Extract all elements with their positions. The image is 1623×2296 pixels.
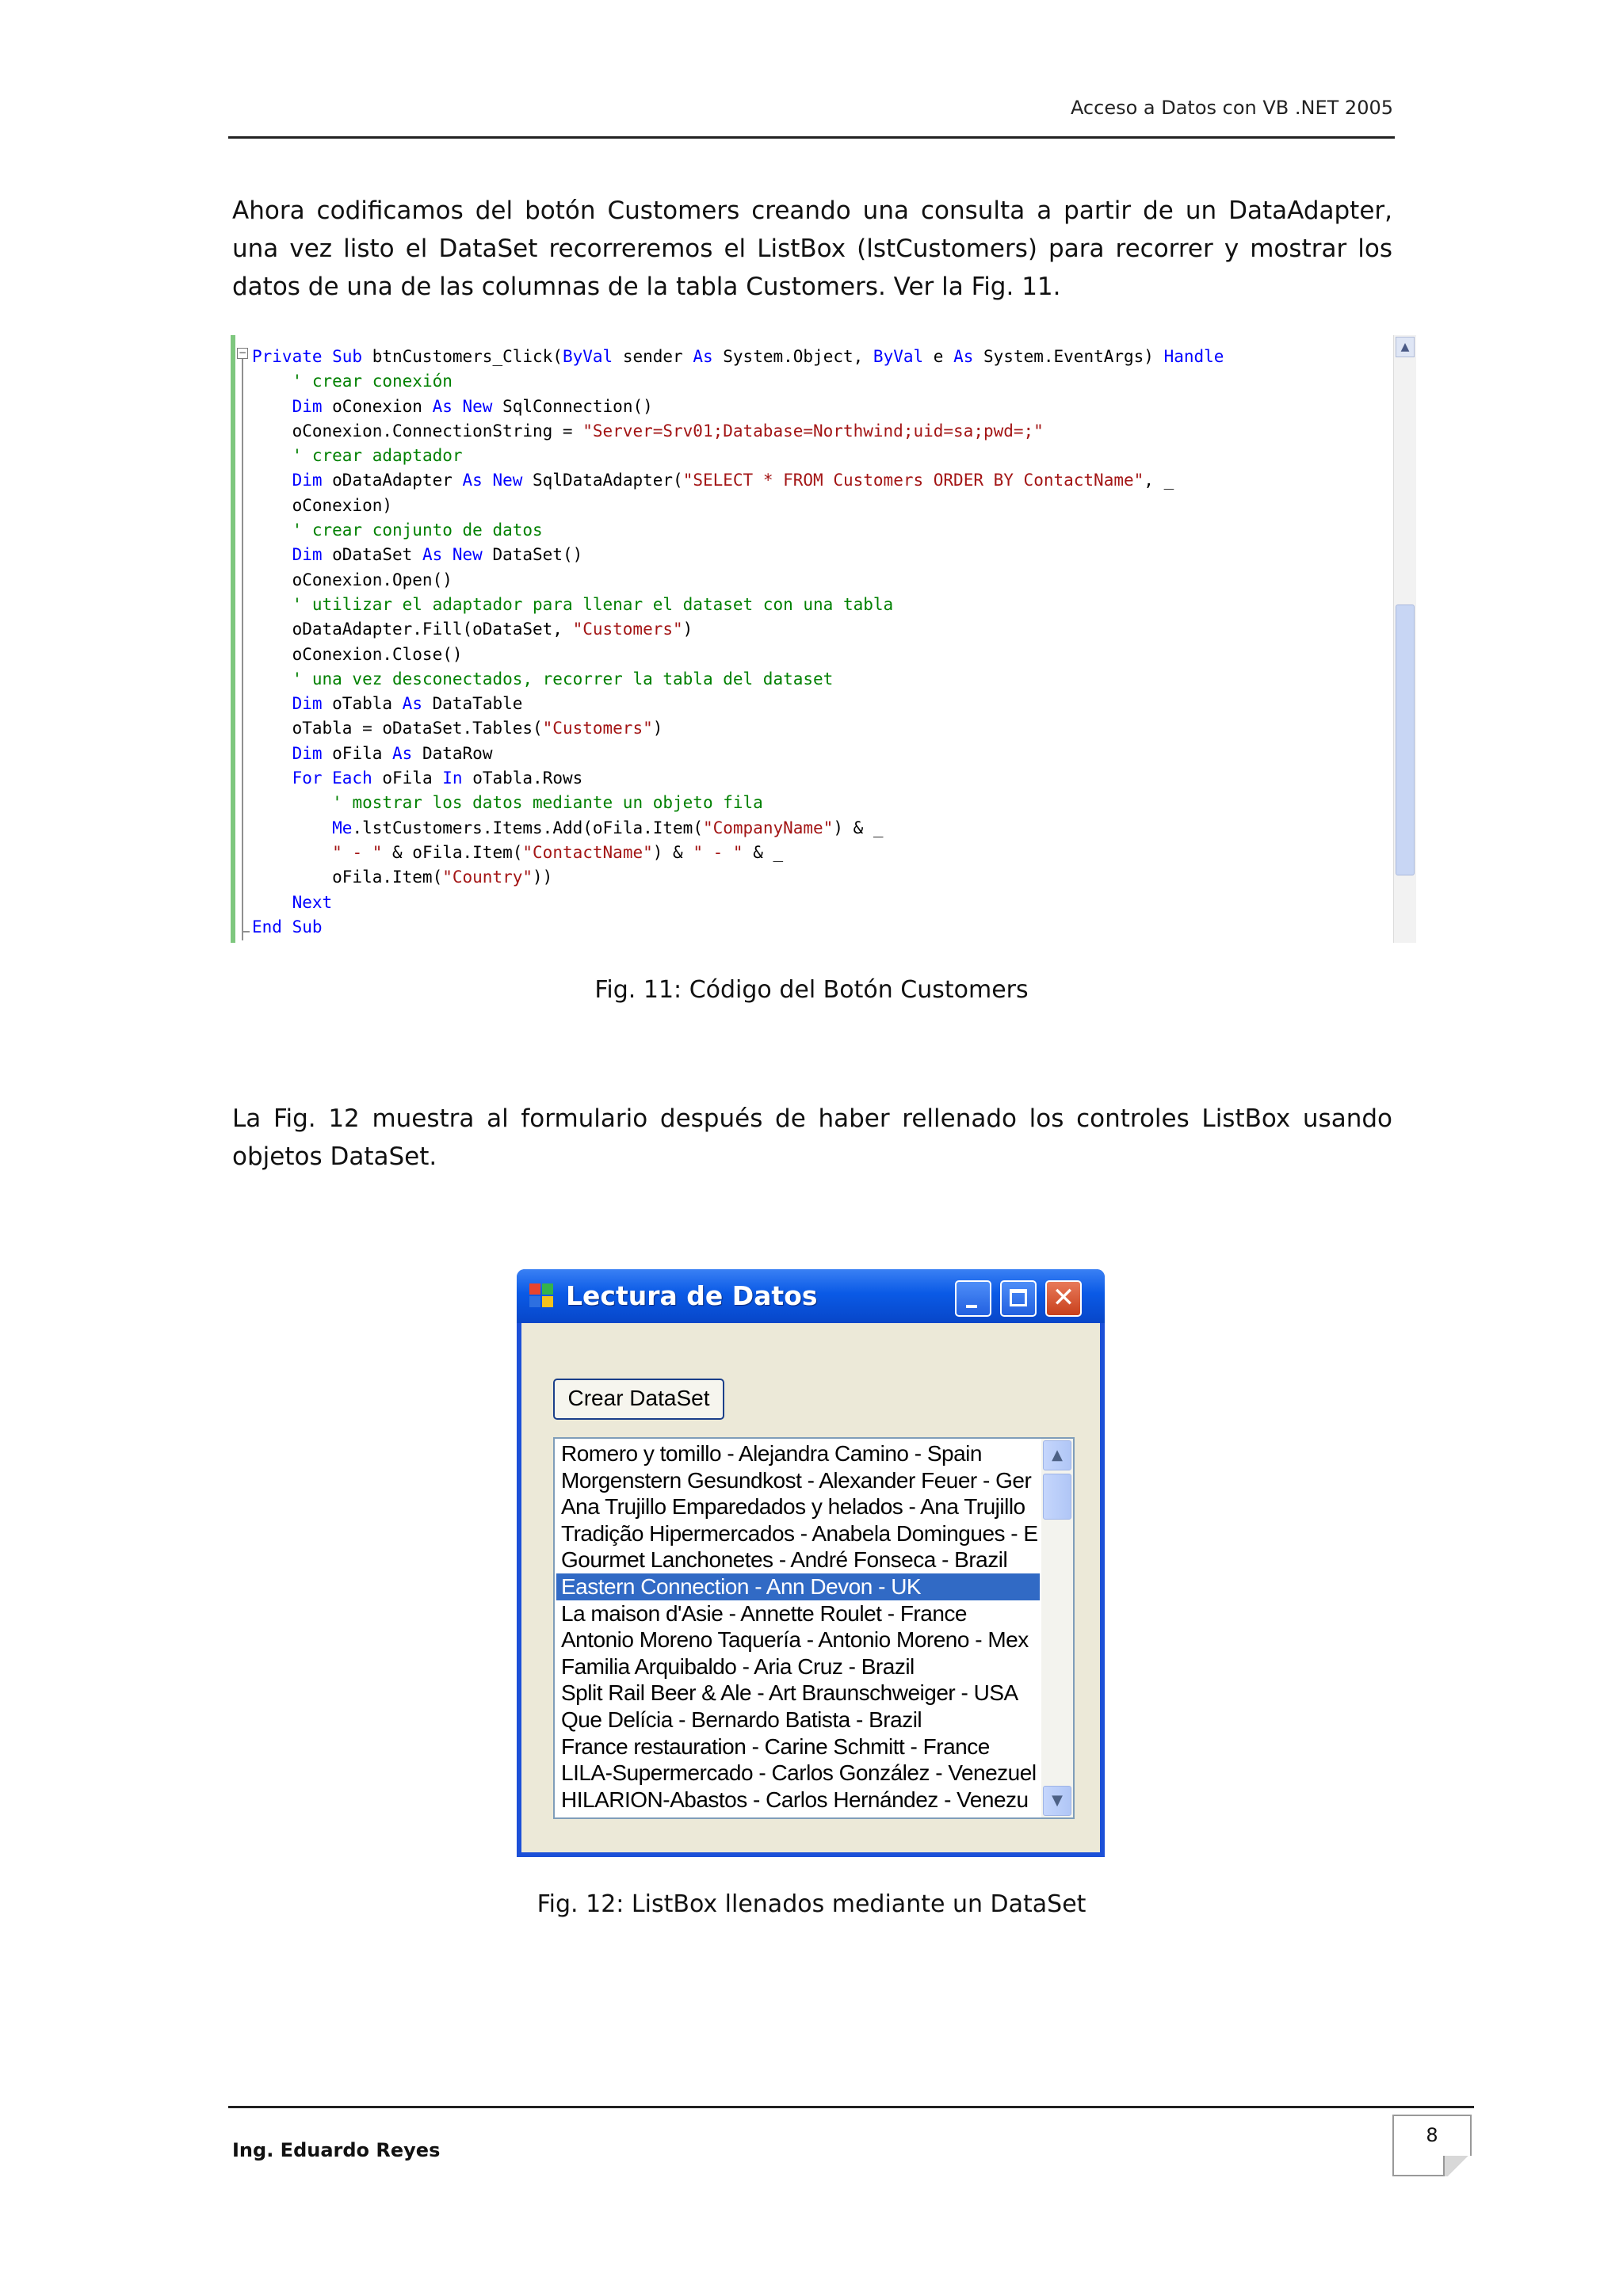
figure11-caption: Fig. 11: Código del Botón Customers bbox=[594, 976, 1029, 1004]
app-window bbox=[517, 1269, 1105, 1857]
footer-author: Ing. Eduardo Reyes bbox=[232, 2139, 441, 2161]
code-line: ' mostrar los datos mediante un objeto fila bbox=[332, 793, 763, 813]
code-line: Dim oFila As DataRow bbox=[292, 743, 493, 763]
list-item[interactable]: Tradição Hipermercados - Anabela Domingues - E bbox=[561, 1520, 1038, 1546]
crear-dataset-button[interactable]: Crear DataSet bbox=[553, 1379, 724, 1420]
listbox-scrollbar[interactable] bbox=[1041, 1439, 1073, 1817]
list-item[interactable]: Que Delícia - Bernardo Batista - Brazil bbox=[561, 1707, 922, 1732]
header-title: Acceso a Datos con VB .NET 2005 bbox=[1070, 97, 1393, 119]
code-line: ' crear adaptador bbox=[292, 446, 463, 466]
list-item[interactable]: Antonio Moreno Taquería - Antonio Moreno - Mex bbox=[561, 1627, 1029, 1653]
window-title: Lectura de Datos bbox=[566, 1280, 818, 1311]
code-line: oConexion.ConnectionString = "Server=Srv01;Database=Northwind;uid=sa;pwd=;" bbox=[252, 421, 1044, 441]
code-scrollbar[interactable] bbox=[1393, 335, 1416, 943]
fold-end bbox=[242, 931, 250, 933]
scroll-up-arrow-icon[interactable]: ▲ bbox=[1396, 337, 1415, 357]
list-item[interactable]: Romero y tomillo - Alejandra Camino - Spain bbox=[561, 1441, 982, 1466]
code-line: Dim oTabla As DataTable bbox=[292, 694, 523, 714]
collapse-icon[interactable]: − bbox=[238, 347, 247, 358]
code-line: Dim oDataAdapter As New SqlDataAdapter("SELECT * FROM Customers ORDER BY ContactName", _ bbox=[292, 471, 1174, 490]
code-line: Dim oConexion As New SqlConnection() bbox=[292, 396, 653, 416]
code-line: oTabla = oDataSet.Tables("Customers") bbox=[252, 719, 663, 738]
code-line: Next bbox=[292, 892, 333, 912]
code-line: oConexion.Close() bbox=[252, 644, 463, 664]
code-line: End Sub bbox=[252, 917, 323, 936]
list-item[interactable]: La maison d'Asie - Annette Roulet - France bbox=[561, 1600, 967, 1626]
fold-line bbox=[242, 353, 243, 940]
code-figure bbox=[231, 335, 1416, 943]
page-number: 8 bbox=[1426, 2124, 1438, 2146]
list-item[interactable]: Morgenstern Gesundkost - Alexander Feuer - Ger bbox=[561, 1467, 1032, 1493]
form-app-icon bbox=[529, 1283, 555, 1309]
code-block bbox=[252, 345, 1224, 940]
scroll-down-arrow-icon[interactable]: ▼ bbox=[1043, 1786, 1071, 1816]
list-item[interactable]: Gourmet Lanchonetes - André Fonseca - Brazil bbox=[561, 1547, 1008, 1573]
figure12-caption: Fig. 12: ListBox llenados mediante un DataSet bbox=[537, 1890, 1086, 1918]
header-divider bbox=[228, 136, 1395, 139]
scroll-up-arrow-icon[interactable]: ▲ bbox=[1043, 1440, 1071, 1470]
close-icon[interactable]: ✕ bbox=[1045, 1280, 1082, 1317]
code-line: oConexion) bbox=[252, 495, 393, 515]
paragraph-fig12: La Fig. 12 muestra al formulario después de haber rellenado los controles ListBox usando objetos DataSet. bbox=[232, 1104, 1392, 1171]
code-line: oDataAdapter.Fill(oDataSet, "Customers") bbox=[252, 620, 693, 639]
code-line: Private Sub btnCustomers_Click(ByVal sender As System.Object, ByVal e As System.EventArgs) Handle bbox=[252, 347, 1224, 366]
customers-listbox[interactable] bbox=[553, 1437, 1075, 1819]
change-gutter bbox=[231, 335, 235, 943]
list-item[interactable]: Ana Trujillo Emparedados y helados - Ana Trujillo bbox=[561, 1494, 1025, 1520]
paragraph-intro: Ahora codificamos del botón Customers creando una consulta a partir de un DataAdapter, una vez listo el DataSet recorreremos el ListBox (lstCustomers) para recorrer y mostrar los datos de una de las columnas de la tabla Customers. Ver la Fig. 11. bbox=[232, 196, 1392, 301]
maximize-icon[interactable] bbox=[1000, 1280, 1037, 1317]
list-item[interactable]: Familia Arquibaldo - Aria Cruz - Brazil bbox=[561, 1653, 915, 1679]
scroll-thumb[interactable] bbox=[1396, 605, 1415, 875]
list-item[interactable]: France restauration - Carine Schmitt - France bbox=[561, 1733, 990, 1759]
code-line: ' una vez desconectados, recorrer la tabla del dataset bbox=[292, 669, 834, 688]
code-line: Me.lstCustomers.Items.Add(oFila.Item("CompanyName") & _ bbox=[332, 818, 884, 837]
code-line: ' crear conjunto de datos bbox=[292, 521, 543, 540]
code-line: " - " & oFila.Item("ContactName") & " - " & _ bbox=[332, 842, 784, 862]
list-item[interactable]: LILA-Supermercado - Carlos González - Venezuel bbox=[561, 1760, 1037, 1786]
listbox-items bbox=[556, 1440, 1040, 1813]
list-item[interactable]: HILARION-Abastos - Carlos Hernández - Venezu bbox=[561, 1787, 1029, 1812]
code-line: ' crear conexión bbox=[292, 372, 453, 391]
list-item-selected[interactable]: Eastern Connection - Ann Devon - UK bbox=[556, 1573, 1040, 1600]
window-client-area bbox=[521, 1323, 1100, 1852]
code-line: For Each oFila In oTabla.Rows bbox=[292, 769, 583, 788]
code-line: Dim oDataSet As New DataSet() bbox=[292, 545, 583, 565]
list-item[interactable]: Split Rail Beer & Ale - Art Braunschweiger - USA bbox=[561, 1680, 1018, 1706]
page-number-box bbox=[1392, 2115, 1472, 2176]
scroll-thumb[interactable] bbox=[1043, 1474, 1071, 1520]
footer-divider bbox=[228, 2106, 1474, 2108]
window-titlebar[interactable] bbox=[517, 1269, 1105, 1323]
minimize-icon[interactable] bbox=[955, 1280, 991, 1317]
code-line: oConexion.Open() bbox=[252, 570, 453, 589]
code-line: ' utilizar el adaptador para llenar el dataset con una tabla bbox=[292, 594, 894, 614]
code-line: oFila.Item("Country")) bbox=[252, 868, 553, 887]
